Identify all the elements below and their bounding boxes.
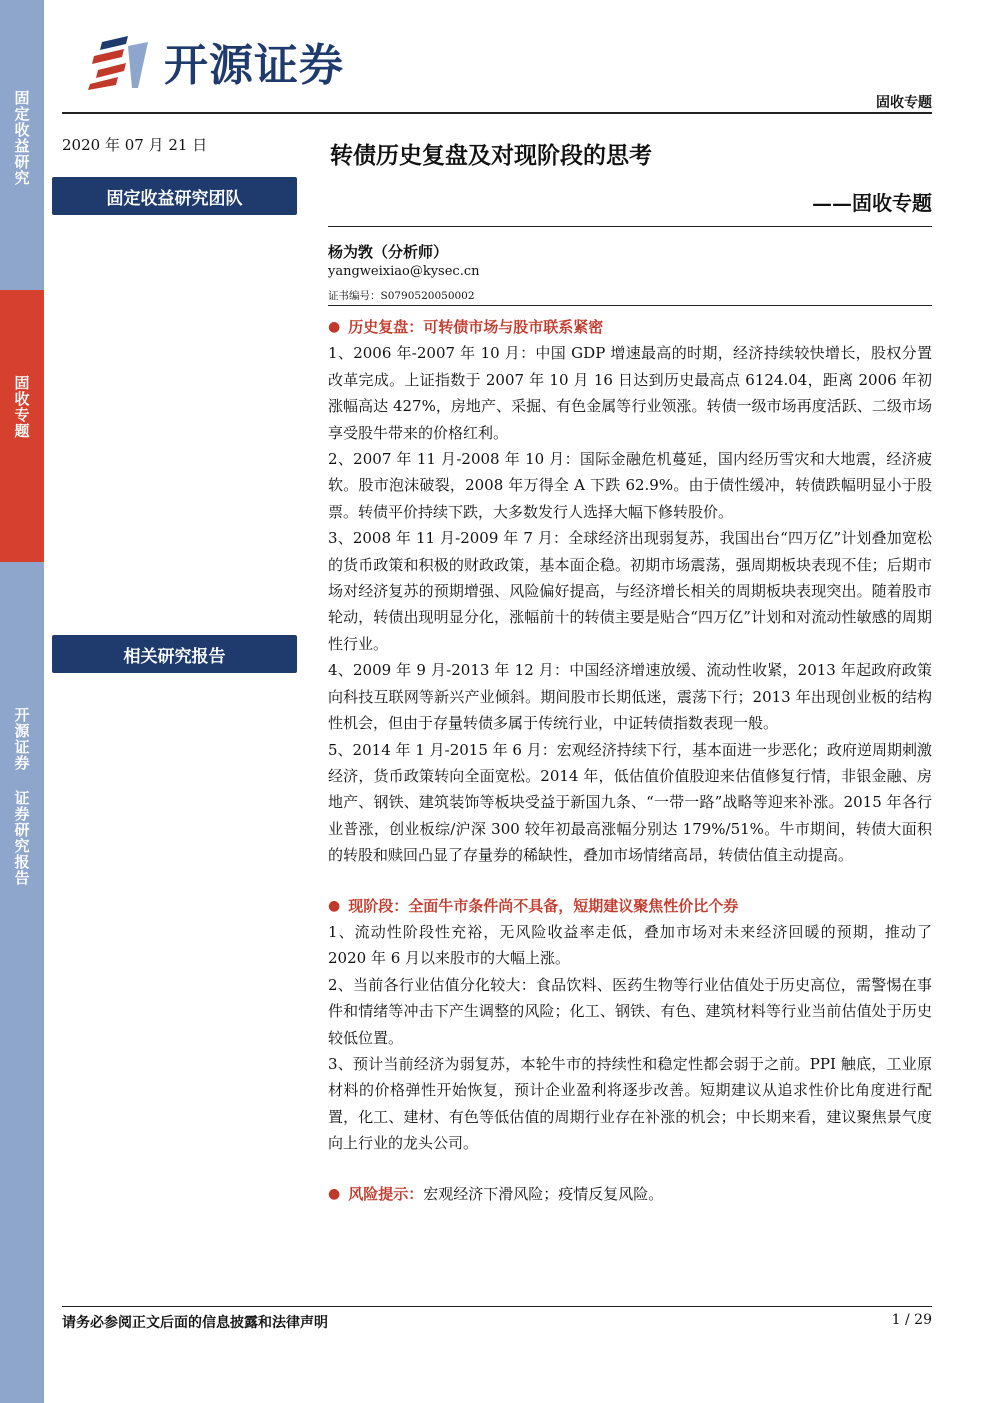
logo-text: 开源证券	[164, 40, 344, 91]
logo-mark-icon	[88, 32, 150, 90]
risk-note	[328, 1181, 932, 1207]
paragraph: 3、2008 年 11 月-2009 年 7 月：全球经济出现弱复苏，我国出台“四万亿”计划叠加宽松的货币政策和积极的财政政策，基本面企稳。初期市场震荡，强周期板块表现不佳；后期市场对经济复苏的预期增强、风险偏好提高，与经济增长相关的周期板块表现突出。随着股市轮动，转债出现明显分化，涨幅前十的转债主要是贴合“四万亿”计划和对流动性敏感的周期性行业。	[328, 529, 932, 653]
section-heading	[328, 893, 932, 919]
paragraph: 1、流动性阶段性充裕，无风险收益率走低，叠加市场对未来经济回暖的预期，推动了 2020 年 6 月以来股市的大幅上涨。	[328, 922, 932, 968]
company-logo	[88, 30, 378, 92]
sidebar-bottom-band	[0, 562, 44, 1403]
bullet-dot-icon: ●	[328, 319, 341, 335]
report-date: 2020 年 07 月 21 日	[62, 136, 208, 154]
section-heading-text: 历史复盘：可转债市场与股市联系紧密	[348, 318, 604, 336]
risk-text: 宏观经济下滑风险；疫情反复风险。	[423, 1184, 664, 1203]
section-heading-text: 现阶段：全面牛市条件尚不具备，短期建议聚焦性价比个券	[348, 896, 739, 915]
sidebar-top-label: 固定收益研究	[12, 90, 31, 186]
author-name: 杨为敩（分析师）	[328, 243, 449, 261]
bullet-dot-icon: ●	[328, 897, 341, 914]
report-title: 转债历史复盘及对现阶段的思考	[330, 142, 652, 169]
section-gap	[328, 1157, 932, 1181]
related-reports-tag: 相关研究报告	[52, 635, 297, 673]
paragraph: 4、2009 年 9 月-2013 年 12 月：中国经济增速放缓、流动性收紧，2013 年起政府政策向科技互联网等新兴产业倾斜。期间股市长期低迷，震荡下行；2013 年出现创业板的结构性机会，但由于存量转债多属于传统行业，中证转债指数表现一般。	[328, 661, 932, 733]
author-cert: 证书编号：S0790520050002	[328, 290, 475, 302]
footer-disclaimer: 请务必参阅正文后面的信息披露和法律声明	[62, 1315, 328, 1331]
author-divider	[328, 305, 932, 306]
author-email: yangweixiao@kysec.cn	[328, 264, 480, 279]
paragraph: 1、2006 年-2007 年 10 月：中国 GDP 增速最高的时期，经济持续较快增长，股权分置改革完成。上证指数于 2007 年 10 月 16 日达到历史最高点 6124.04，距离 2006 年初涨幅高达 427%，房地产、采掘、有色金属等行业领涨。转债一级市场再度活跃、二级市场享受股牛带来的价格红利。	[328, 344, 932, 442]
page-number: 1 / 29	[891, 1312, 932, 1328]
paragraph: 5、2014 年 1 月-2015 年 6 月：宏观经济持续下行，基本面进一步恶化；政府逆周期刺激经济，货币政策转向全面宽松。2014 年，低估值价值股迎来估值修复行情，非银金融、房地产、钢铁、建筑装饰等板块受益于新国九条、“一带一路”战略等迎来补涨。2015 年各行业普涨，创业板综/沪深 300 较年初最高涨幅分别达 179%/51%。牛市期间，转债大面积的转股和赎回凸显了存量券的稀缺性，叠加市场情绪高昂，转债估值主动提高。	[328, 740, 932, 865]
risk-label: 风险提示：	[348, 1184, 424, 1203]
header-divider	[62, 112, 932, 114]
paragraph: 2、当前各行业估值分化较大：食品饮料、医药生物等行业估值处于历史高位，需警惕在事件和情绪等冲击下产生调整的风险；化工、钢铁、有色、建筑材料等行业当前估值处于历史较低位置。	[328, 975, 932, 1047]
sidebar-bottom-label: 开源证券 证券研究报告	[12, 707, 31, 886]
header-series-label: 固收专题	[876, 95, 932, 111]
sidebar-middle-label: 固收专题	[12, 375, 31, 439]
title-divider	[328, 226, 932, 227]
paragraph: 3、预计当前经济为弱复苏，本轮牛市的持续性和稳定性都会弱于之前。PPI 触底，工业原材料的价格弹性开始恢复，预计企业盈利将逐步改善。短期建议从追求性价比角度进行配置，化工、建材、有色等低估值的周期行业存在补涨的机会；中长期来看，建议聚焦景气度向上行业的龙头公司。	[328, 1054, 932, 1153]
section-gap	[328, 869, 932, 893]
report-subtitle: ——固收专题	[812, 191, 932, 215]
sidebar-top-band	[0, 0, 44, 290]
report-summary	[328, 314, 932, 1207]
bullet-dot-icon: ●	[328, 1185, 341, 1202]
footer-divider	[62, 1306, 932, 1307]
section-heading	[328, 314, 932, 340]
paragraph: 2、2007 年 11 月-2008 年 10 月：国际金融危机蔓延，国内经历雪灾和大地震，经济疲软。股市泡沫破裂，2008 年万得全 A 下跌 62.9%。由于债性缓冲，转债跌幅明显小于股票。转债平价持续下跌，大多数发行人选择大幅下修转股价。	[328, 450, 932, 521]
team-tag: 固定收益研究团队	[52, 177, 297, 215]
sidebar-middle-band	[0, 290, 44, 562]
